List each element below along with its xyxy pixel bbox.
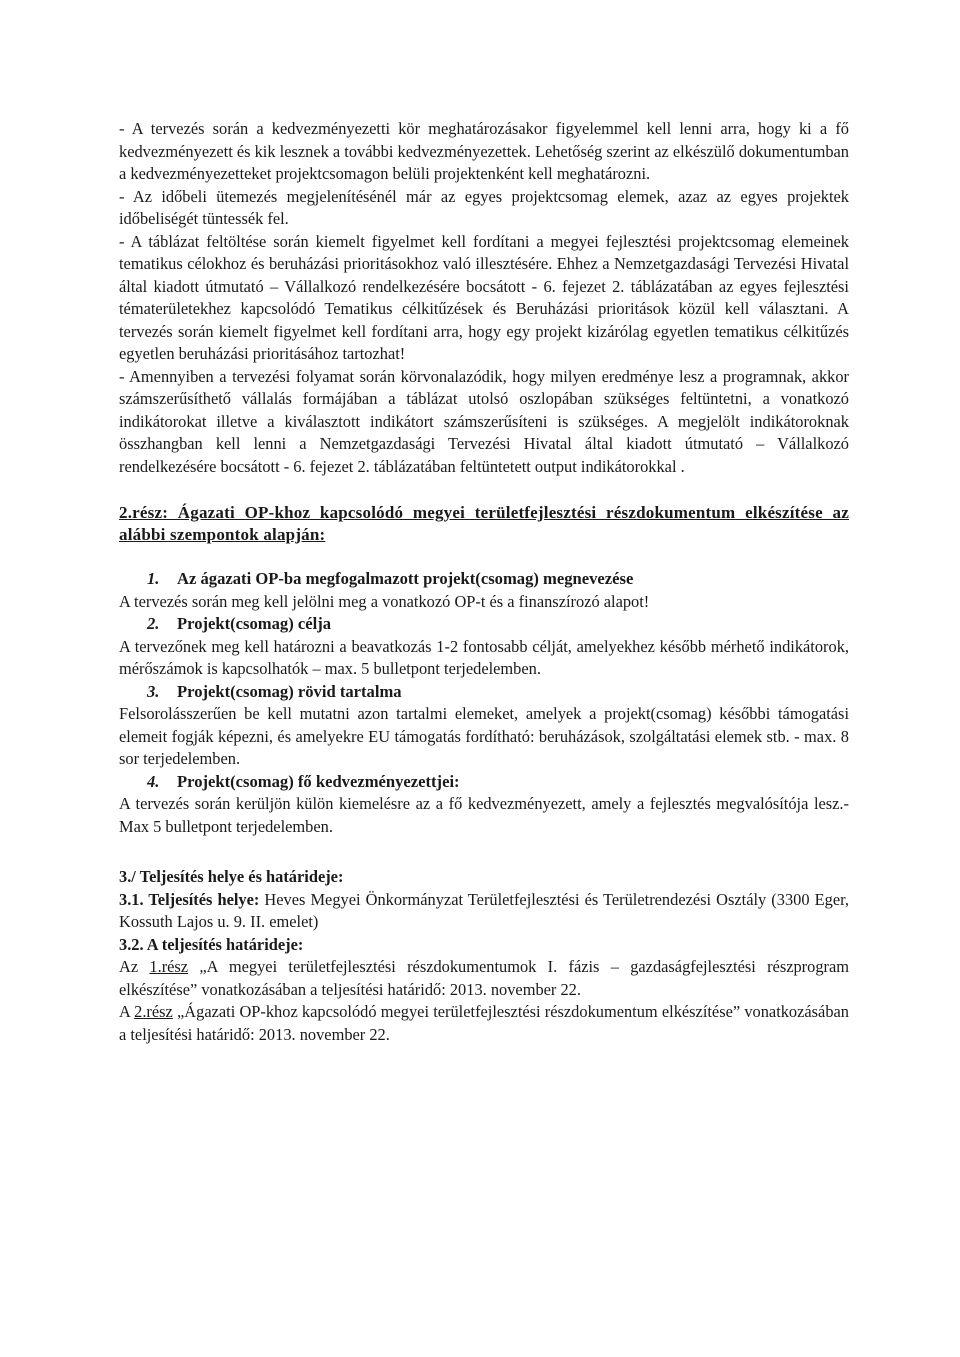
item-4-number: 4.	[147, 771, 160, 791]
deadline2-text: „Ágazati OP-khoz kapcsolódó megyei területfejlesztési részdokumentum elkészítése” vonatkozásában a teljesítési határidő: 2013. november 22.	[119, 1002, 850, 1044]
item-1-text: A tervezés során meg kell jelölni meg a vonatkozó OP-t és a finanszírozó alapot!	[119, 591, 650, 611]
item-1	[119, 568, 849, 613]
spacer	[119, 478, 849, 502]
place-label: 3.1. Teljesítés helye:	[119, 889, 260, 909]
intro-paragraph-4: - Amennyiben a tervezési folyamat során körvonalazódik, hogy milyen eredménye lesz a programnak, akkor számszerűsíthető vállalás formájában a táblázat utolsó oszlopában szükséges feltüntetni, a vonatkozó indikátorokat illetve a kiválasztott indikátort számszerűsíteni is szükséges. A megjelölt indikátoroknak összhangban kell lenni a Nemzetgazdasági Tervezési Hivatal által kiadott útmutató – Vállalkozó rendelkezésére bocsátott - 6. fejezet 2. táblázatában feltüntetett output indikátorokkal .	[119, 366, 849, 476]
item-3-title: Projekt(csomag) rövid tartalma	[177, 681, 402, 701]
document-body	[119, 118, 849, 1046]
deadline2-prefix: A	[119, 1002, 135, 1021]
place-text: Heves Megyei Önkormányzat Területfejlesztési és Területrendezési Osztály (3300 Eger, Kossuth Lajos u. 9. II. emelet)	[119, 889, 849, 931]
deadline2-link: 2.rész	[134, 1002, 173, 1021]
deadline1-link: 1.rész	[149, 957, 189, 976]
deadline-label: 3.2. A teljesítés határideje:	[119, 934, 304, 954]
item-2-number: 2.	[147, 614, 160, 633]
item-2-title: Projekt(csomag) célja	[177, 614, 332, 633]
intro-paragraph-2: - Az időbeli ütemezés megjelenítésénél már az egyes projektcsomag elemek, azaz az egyes projektek időbeliségét tüntessék fel.	[119, 186, 849, 228]
intro-paragraph-1: - A tervezés során a kedvezményezetti kör meghatározásakor figyelemmel kell lenni arra, hogy ki a fő kedvezményezett és kik lesznek a további kedvezményezettek. Lehetőség szerint az elkészülő dokumentumban a kedvezményezetteket projektcsomagon belüli projektenként kell meghatározni.	[119, 119, 849, 183]
spacer	[119, 546, 849, 568]
item-4	[119, 771, 849, 839]
deadline1-text: „A megyei területfejlesztési részdokumentumok I. fázis – gazdaságfejlesztési részprogram elkészítése” vonatkozásában a teljesítési határidő: 2013. november 22.	[119, 957, 849, 999]
item-2-text: A tervezőnek meg kell határozni a beavatkozás 1-2 fontosabb célját, amelyekhez később mérhető indikátorok, mérőszámok is kapcsolhatók – max. 5 bulletpont terjedelemben.	[119, 636, 849, 678]
item-4-title: Projekt(csomag) fő kedvezményezettjei:	[177, 771, 460, 791]
section3-place	[119, 889, 849, 934]
deadline-part1	[119, 956, 849, 1001]
item-3-text: Felsorolásszerűen be kell mutatni azon tartalmi elemeket, amelyek a projekt(csomag) későbbi támogatási elemeit fogják képezni, és amelyekre EU támogatás fordítható: beruházások, szolgáltatási elemek stb. - max. 8 sor terjedelemben.	[119, 704, 849, 768]
item-1-title: Az ágazati OP-ba megfogalmazott projekt(csomag) megnevezése	[177, 569, 634, 588]
item-4-text: A tervezés során kerüljön külön kiemelésre az a fő kedvezményezett, amely a fejlesztés megvalósítója lesz.- Max 5 bulletpont terjedelemben.	[119, 794, 849, 836]
spacer	[119, 838, 849, 866]
item-3	[119, 681, 849, 771]
part2-title: 2.rész: Ágazati OP-khoz kapcsolódó megyei területfejlesztési részdokumentum elkészítése az alábbi szempontok alapján:	[119, 503, 849, 544]
item-3-number: 3.	[147, 681, 160, 701]
deadline1-prefix: Az	[119, 957, 150, 976]
intro-paragraph-3: - A táblázat feltöltése során kiemelt figyelmet kell fordítani a megyei fejlesztési projektcsomag elemeinek tematikus célokhoz és beruházási prioritásokhoz való illesztésére. Ehhez a Nemzetgazdasági Tervezési Hivatal által kiadott útmutató – Vállalkozó rendelkezésére bocsátott - 6. fejezet 2. táblázatában az egyes fejlesztési tématerületekhez kapcsolódó Tematikus célkitűzések és Beruházási prioritások közül kell választani. A tervezés során kiemelt figyelmet kell fordítani arra, hogy egy projekt kizárólag egyetlen tematikus célkitűzés egyetlen beruházási prioritásához tartozhat!	[119, 231, 849, 363]
section3-title: 3./ Teljesítés helye és határideje:	[119, 867, 344, 886]
item-2	[119, 613, 849, 681]
deadline-part2	[119, 1001, 849, 1046]
item-1-number: 1.	[147, 569, 160, 588]
